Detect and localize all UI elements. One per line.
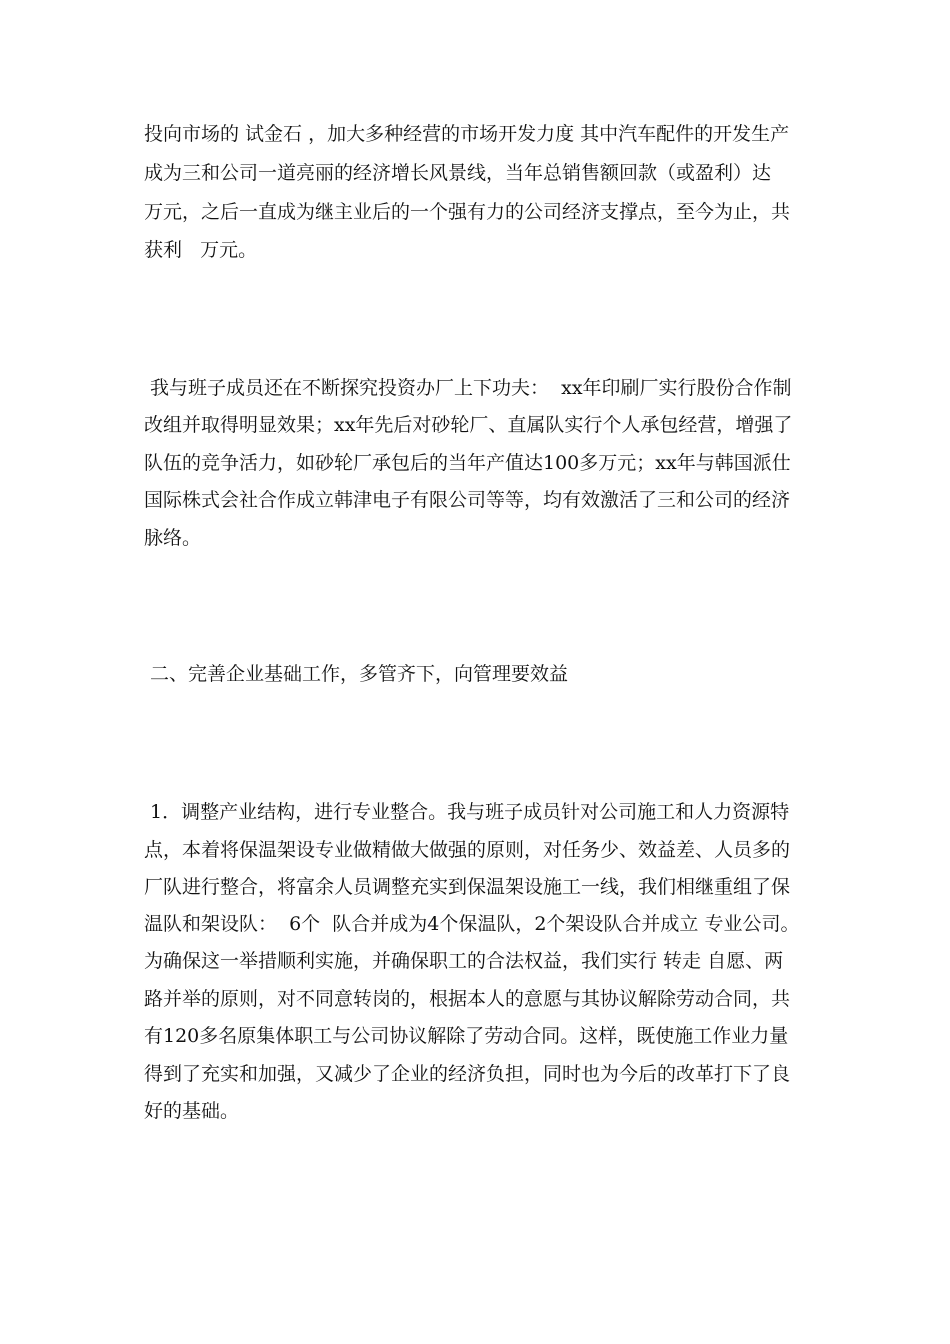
paragraph-line: 队伍的竞争活力，如砂轮厂承包后的当年产值达100多万元；xx年与韩国派仕 [144,452,791,474]
paragraph-line: 脉络。 [144,527,202,549]
paragraph-line: 成为三和公司一道亮丽的经济增长风景线，当年总销售额回款（或盈利）达 [144,162,772,184]
paragraph-line: 点，本着将保温架设专业做精做大做强的原则，对任务少、效益差、人员多的 [144,839,791,861]
paragraph-line: 万元，之后一直成为继主业后的一个强有力的公司经济支撑点，至今为止，共 [144,201,791,223]
paragraph-line: 路并举的原则，对不同意转岗的，根据本人的意愿与其协议解除劳动合同，共 [144,988,791,1010]
paragraph-line: 得到了充实和加强，又减少了企业的经济负担，同时也为今后的改革打下了良 [144,1063,791,1085]
paragraph-line: 国际株式会社合作成立韩津电子有限公司等等，均有效激活了三和公司的经济 [144,489,791,511]
paragraph-line: 好的基础。 [144,1100,240,1122]
paragraph-line: 我与班子成员还在不断探究投资办厂上下功夫： xx年印刷厂实行股份合作制 [144,377,792,399]
paragraph-line: 厂队进行整合，将富余人员调整充实到保温架设施工一线，我们相继重组了保 [144,876,791,898]
paragraph-line: 有120多名原集体职工与公司协议解除了劳动合同。这样，既使施工作业力量 [144,1025,789,1047]
paragraph-line: 获利 万元。 [144,239,258,261]
paragraph-line: 投向市场的 试金石 ，加大多种经营的市场开发力度 其中汽车配件的开发生产 [144,123,790,145]
paragraph-line: 温队和架设队： 6个 队合并成为4个保温队，2个架设队合并成立 专业公司。 [144,913,800,935]
paragraph-line: 改组并取得明显效果；xx年先后对砂轮厂、直属队实行个人承包经营，增强了 [144,414,793,436]
paragraph-line: 1．调整产业结构，进行专业整合。我与班子成员针对公司施工和人力资源特 [144,801,790,823]
section-heading: 二、完善企业基础工作，多管齐下，向管理要效益 [144,663,569,685]
paragraph-line: 为确保这一举措顺利实施，并确保职工的合法权益，我们实行 转走 自愿、两 [144,950,784,972]
